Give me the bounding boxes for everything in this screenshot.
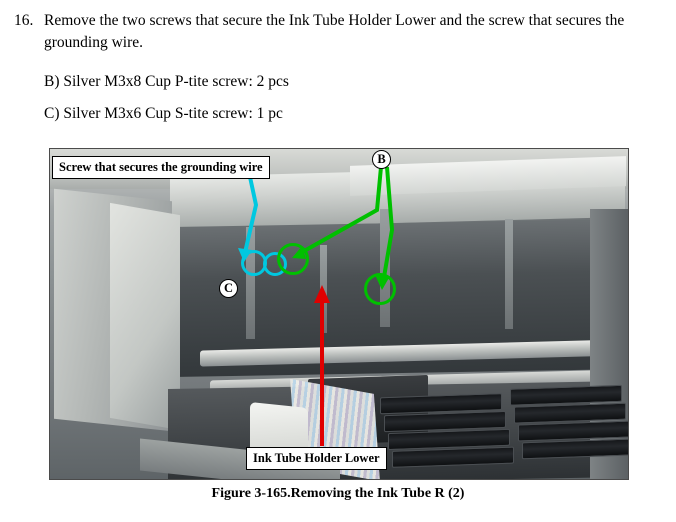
photo-support-post-right (380, 209, 390, 327)
photo-cartridge-bank (380, 383, 626, 480)
step-number: 16. (14, 12, 34, 29)
marker-c: C (219, 279, 238, 298)
figure-region (49, 148, 629, 480)
highlight-screw-b2 (364, 273, 396, 305)
photo-support-post-far (505, 219, 513, 329)
figure-caption: Figure 3-165.Removing the Ink Tube R (2) (211, 486, 465, 501)
step-text: Remove the two screws that secure the Ink Tube Holder Lower and the screw that secures the grounding wire. (44, 12, 625, 51)
photo-support-post-left (246, 227, 255, 339)
callout-grounding-wire: Screw that secures the grounding wire (52, 156, 270, 179)
marker-b: B (372, 150, 391, 169)
figure-photo (49, 148, 629, 480)
sub-item-c: C) Silver M3x6 Cup S-tite screw: 1 pc (44, 105, 283, 122)
step-paragraph (14, 10, 662, 54)
photo-support-post-mid (320, 245, 327, 333)
callout-ink-tube-holder-lower: Ink Tube Holder Lower (246, 447, 387, 470)
highlight-screw-b1 (277, 243, 309, 275)
sub-item-b: B) Silver M3x8 Cup P-tite screw: 2 pcs (44, 73, 289, 90)
